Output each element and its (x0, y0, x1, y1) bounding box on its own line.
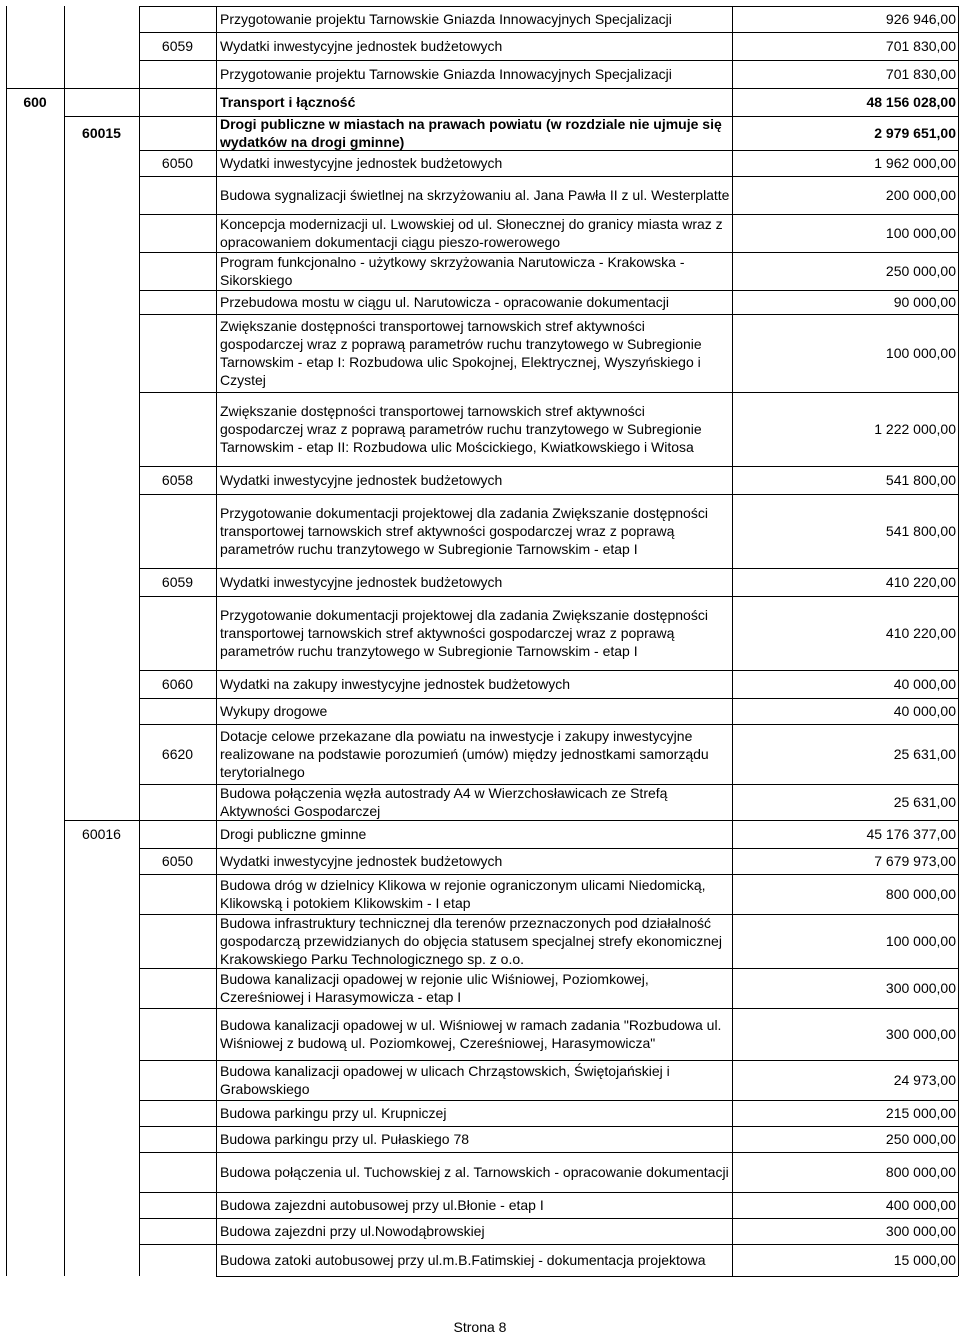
row-description: Budowa zajezdni przy ul.Nowodąbrowskiej (220, 1223, 485, 1239)
paragraf-code: 6050 (161, 853, 194, 869)
row-amount: 45 176 377,00 (866, 826, 956, 842)
row-amount: 2 979 651,00 (874, 125, 956, 141)
row-divider (139, 252, 958, 253)
table-row (0, 914, 960, 968)
table-row (0, 1218, 960, 1244)
row-divider (139, 1060, 958, 1061)
row-amount: 400 000,00 (885, 1197, 956, 1213)
table-row (0, 32, 960, 60)
row-amount: 215 000,00 (885, 1105, 956, 1121)
row-amount: 926 946,00 (885, 11, 956, 27)
row-divider (139, 670, 958, 671)
row-description: Budowa sygnalizacji świetlnej na skrzyżowaniu al. Jana Pawła II z ul. Westerplatte (220, 187, 730, 203)
row-divider (139, 914, 958, 915)
row-divider (139, 6, 958, 7)
row-description: Wydatki inwestycyjne jednostek budżetowych (220, 853, 503, 869)
table-row (0, 874, 960, 914)
table-row (0, 176, 960, 214)
row-amount: 40 000,00 (893, 703, 956, 719)
row-divider (139, 874, 958, 875)
row-divider (139, 32, 958, 33)
row-amount: 1 222 000,00 (874, 421, 956, 437)
table-row (0, 314, 960, 392)
row-description: Wydatki inwestycyjne jednostek budżetowych (220, 38, 503, 54)
row-amount: 100 000,00 (885, 345, 956, 361)
row-divider (139, 176, 958, 177)
table-row (0, 6, 960, 32)
row-amount: 25 631,00 (893, 746, 956, 762)
row-description: Przygotowanie dokumentacji projektowej dla zadania Zwiększanie dostępności transportowej tarnowskich stref aktywności gospodarczej wraz z poprawą parametrów ruchu tranzytowego w Subregionie Tarnowskim - etap I (220, 607, 708, 659)
row-divider (139, 314, 958, 315)
row-divider (139, 290, 958, 291)
row-description: Transport i łączność (220, 94, 356, 110)
row-amount: 300 000,00 (885, 1026, 956, 1042)
table-row (0, 290, 960, 314)
table-row (0, 214, 960, 252)
row-divider (139, 784, 958, 785)
page-number: Strona 8 (453, 1319, 507, 1335)
table-row (0, 820, 960, 848)
row-divider (6, 88, 958, 89)
row-divider (139, 494, 958, 495)
table-row (0, 968, 960, 1008)
table-row (0, 116, 960, 150)
row-amount: 100 000,00 (885, 933, 956, 949)
row-description: Przygotowanie projektu Tarnowskie Gniazda Innowacyjnych Specjalizacji (220, 66, 672, 82)
column-divider (732, 6, 733, 1276)
row-description: Budowa połączenia węzła autostrady A4 w Wierzchosławicach ze Strefą Aktywności Gospodarczej (220, 785, 668, 819)
table-row (0, 1008, 960, 1060)
paragraf-code: 6059 (161, 574, 194, 590)
row-description: Wydatki inwestycyjne jednostek budżetowych (220, 155, 503, 171)
row-amount: 541 800,00 (885, 472, 956, 488)
row-description: Budowa parkingu przy ul. Pułaskiego 78 (220, 1131, 470, 1147)
row-description: Dotacje celowe przekazane dla powiatu na inwestycje i zakupy inwestycyjne realizowane na podstawie porozumień (umów) między jednostkami samorządu terytorialnego (220, 728, 709, 780)
row-divider (139, 1100, 958, 1101)
row-divider (139, 568, 958, 569)
column-divider (139, 6, 140, 1276)
row-description: Budowa parkingu przy ul. Krupniczej (220, 1105, 447, 1121)
table-row (0, 60, 960, 88)
row-divider (139, 1192, 958, 1193)
row-amount: 1 962 000,00 (874, 155, 956, 171)
row-divider (64, 820, 958, 821)
paragraf-code: 6059 (161, 38, 194, 54)
table-row (0, 848, 960, 874)
column-divider (6, 6, 7, 1276)
table-row (0, 1126, 960, 1152)
column-divider (64, 6, 65, 1276)
paragraf-code: 6050 (161, 155, 194, 171)
row-description: Wydatki inwestycyjne jednostek budżetowych (220, 574, 503, 590)
row-description: Koncepcja modernizacji ul. Lwowskiej od ul. Słonecznej do granicy miasta wraz z opracowaniem dokumentacji ciągu pieszo-rowerowego (220, 216, 723, 250)
row-amount: 25 631,00 (893, 794, 956, 810)
table-row (0, 784, 960, 820)
row-amount: 701 830,00 (885, 38, 956, 54)
row-divider (139, 1244, 958, 1245)
row-description: Wykupy drogowe (220, 703, 328, 719)
row-amount: 300 000,00 (885, 1223, 956, 1239)
rozdzial-code: 60016 (82, 826, 121, 842)
table-row (0, 724, 960, 784)
table-row (0, 1060, 960, 1100)
row-description: Budowa zatoki autobusowej przy ul.m.B.Fatimskiej - dokumentacja projektowa (220, 1252, 706, 1268)
table-row (0, 1244, 960, 1276)
row-amount: 250 000,00 (885, 1131, 956, 1147)
row-divider (139, 60, 958, 61)
row-description: Budowa kanalizacji opadowej w ulicach Chrząstowskich, Świętojańskiej i Grabowskiego (220, 1063, 670, 1097)
row-divider (139, 214, 958, 215)
paragraf-code: 6058 (161, 472, 194, 488)
table-row (0, 88, 960, 116)
row-divider (139, 848, 958, 849)
row-description: Budowa kanalizacji opadowej w rejonie ulic Wiśniowej, Poziomkowej, Czereśniowej i Harasymowicza - etap I (220, 971, 649, 1005)
row-description: Drogi publiczne gminne (220, 826, 367, 842)
dzial-code: 600 (23, 94, 47, 110)
table-row (0, 670, 960, 698)
row-amount: 48 156 028,00 (866, 94, 956, 110)
row-description: Budowa zajezdni autobusowej przy ul.Błonie - etap I (220, 1197, 544, 1213)
row-description: Przygotowanie dokumentacji projektowej dla zadania Zwiększanie dostępności transportowej tarnowskich stref aktywności gospodarczej wraz z poprawą parametrów ruchu tranzytowego w Subregionie Tarnowskim - etap I (220, 505, 708, 557)
row-divider (139, 150, 958, 151)
row-divider (139, 968, 958, 969)
column-divider (958, 6, 959, 1276)
table-row (0, 1152, 960, 1192)
row-description: Drogi publiczne w miastach na prawach powiatu (w rozdziale nie ujmuje się wydatków na drogi gminne) (220, 116, 722, 150)
row-amount: 100 000,00 (885, 225, 956, 241)
row-description: Przygotowanie projektu Tarnowskie Gniazda Innowacyjnych Specjalizacji (220, 11, 672, 27)
row-amount: 7 679 973,00 (874, 853, 956, 869)
table-row (0, 150, 960, 176)
row-divider (139, 698, 958, 699)
row-amount: 250 000,00 (885, 263, 956, 279)
paragraf-code: 6060 (161, 676, 194, 692)
row-amount: 40 000,00 (893, 676, 956, 692)
row-divider (139, 1152, 958, 1153)
row-divider (139, 596, 958, 597)
row-amount: 410 220,00 (885, 625, 956, 641)
table-row (0, 392, 960, 466)
row-description: Program funkcjonalno - użytkowy skrzyżowania Narutowicza - Krakowska - Sikorskiego (220, 254, 685, 288)
row-description: Zwiększanie dostępności transportowej tarnowskich stref aktywności gospodarczej wraz z poprawą parametrów ruchu tranzytowego w Subregionie Tarnowskim - etap I: Rozbudowa ulic Spokojnej, Elektrycznej, Wyszyńskiego i Czystej (220, 318, 702, 388)
row-divider (139, 724, 958, 725)
row-description: Budowa infrastruktury technicznej dla terenów przeznaczonych pod działalność gospodarczą przewidzianych do objęcia statusem specjalnej strefy ekonomicznej Krakowskiego Parku Technologicznego sp. z o.o. (220, 915, 722, 967)
row-amount: 24 973,00 (893, 1072, 956, 1088)
row-amount: 300 000,00 (885, 980, 956, 996)
row-description: Wydatki inwestycyjne jednostek budżetowych (220, 472, 503, 488)
row-divider (139, 1126, 958, 1127)
row-description: Zwiększanie dostępności transportowej tarnowskich stref aktywności gospodarczej wraz z poprawą parametrów ruchu tranzytowego w Subregionie Tarnowskim - etap II: Rozbudowa ulic Mościckiego, Kwiatkowskiego i Witosa (220, 403, 702, 455)
row-amount: 90 000,00 (893, 294, 956, 310)
paragraf-code: 6620 (161, 746, 194, 762)
table-row (0, 1192, 960, 1218)
row-description: Wydatki na zakupy inwestycyjne jednostek budżetowych (220, 676, 571, 692)
row-description: Przebudowa mostu w ciągu ul. Narutowicza - opracowanie dokumentacji (220, 294, 669, 310)
row-amount: 541 800,00 (885, 523, 956, 539)
row-divider (139, 466, 958, 467)
row-divider (139, 1218, 958, 1219)
row-divider (139, 392, 958, 393)
row-description: Budowa połączenia ul. Tuchowskiej z al. Tarnowskich - opracowanie dokumentacji (220, 1164, 729, 1180)
row-amount: 800 000,00 (885, 1164, 956, 1180)
row-divider (139, 1008, 958, 1009)
table-bottom-border (216, 1276, 958, 1277)
table-row (0, 568, 960, 596)
row-description: Budowa dróg w dzielnicy Klikowa w rejonie ograniczonym ulicami Niedomicką, Klikowską i potokiem Klikowskim - I etap (220, 877, 706, 911)
table-row (0, 466, 960, 494)
row-divider (64, 116, 958, 117)
table-row (0, 1100, 960, 1126)
rozdzial-code: 60015 (82, 125, 121, 141)
row-amount: 701 830,00 (885, 66, 956, 82)
table-row (0, 494, 960, 568)
row-description: Budowa kanalizacji opadowej w ul. Wiśniowej w ramach zadania "Rozbudowa ul. Wiśniowej z budową ul. Poziomkowej, Czereśniowej, Harasymowicza" (220, 1017, 722, 1051)
row-amount: 410 220,00 (885, 574, 956, 590)
row-amount: 800 000,00 (885, 886, 956, 902)
table-row (0, 596, 960, 670)
column-divider (216, 6, 217, 1276)
row-amount: 200 000,00 (885, 187, 956, 203)
table-row (0, 698, 960, 724)
row-amount: 15 000,00 (893, 1252, 956, 1268)
table-row (0, 252, 960, 290)
